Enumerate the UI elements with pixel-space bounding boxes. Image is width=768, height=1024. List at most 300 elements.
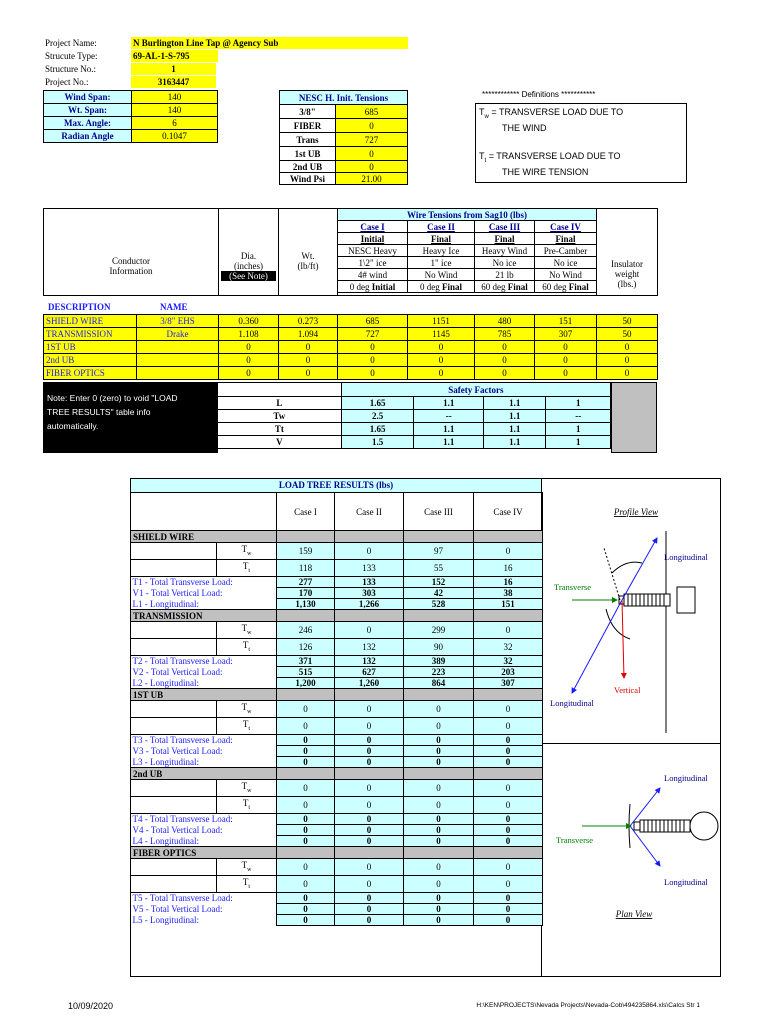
section-name: FIBER OPTICS <box>131 847 277 859</box>
total-value: 0 <box>277 836 335 847</box>
section-header-cell <box>277 847 335 859</box>
safety-value: 1.1 <box>414 397 484 410</box>
load-tree-blank <box>131 493 277 531</box>
vertical-arrow <box>622 600 624 678</box>
section-header-cell <box>474 689 543 701</box>
case-condition: 1\2" ice <box>338 257 408 269</box>
total-value: 0 <box>335 814 404 825</box>
tt-row <box>131 797 543 814</box>
total-value: 223 <box>404 667 474 678</box>
tension-case-4: 151 <box>535 315 597 328</box>
tt-row-label: $T_t$ <box>217 876 277 893</box>
nesc-row-label: 1st UB <box>280 147 336 161</box>
conductor-info-header: Conductor Information <box>44 209 219 296</box>
safety-value: 1.1 <box>414 423 484 436</box>
conductor-diameter: 0.360 <box>219 315 279 328</box>
tw-row-value: 0 <box>277 780 335 797</box>
total-value: 0 <box>474 825 543 836</box>
total-value: 0 <box>404 836 474 847</box>
tw-row <box>131 701 543 718</box>
tt-row <box>131 560 543 577</box>
tt-row-value: 132 <box>335 639 404 656</box>
total-label: V4 - Total Vertical Load: <box>132 825 223 835</box>
conductor-weight: 0 <box>279 367 338 380</box>
tw-row-value: 0 <box>335 543 404 560</box>
profile-view-title: Profile View <box>613 507 659 517</box>
total-value: 627 <box>335 667 404 678</box>
section-header-cell <box>335 689 404 701</box>
conductor-name <box>137 341 219 354</box>
conductor-description: 2nd UB <box>44 354 137 367</box>
total-value: 16 <box>474 577 543 588</box>
tension-case-3: 0 <box>475 367 535 380</box>
total-value: 0 <box>335 746 404 757</box>
total-value: 0 <box>277 825 335 836</box>
conductor-row <box>44 367 658 380</box>
tension-case-1: 727 <box>338 328 408 341</box>
total-value: 1,130 <box>277 599 335 610</box>
total-label: L2 - Longitudinal: <box>132 677 199 688</box>
tension-case-4: 0 <box>535 341 597 354</box>
profile-view-diagram <box>542 493 720 743</box>
total-row <box>131 667 543 678</box>
project-name-label: Project Name: <box>45 38 97 48</box>
conductor-description: FIBER OPTICS <box>44 367 137 380</box>
total-value: 0 <box>277 735 335 746</box>
case-condition: No Wind <box>408 269 475 281</box>
section-header-row <box>131 768 543 780</box>
nesc-row-value: 685 <box>336 105 408 119</box>
section-header-cell <box>474 768 543 780</box>
conductor-name <box>137 367 219 380</box>
conductor-diameter: 0 <box>219 367 279 380</box>
tt-row-value: 0 <box>404 876 474 893</box>
total-label: T5 - Total Transverse Load: <box>132 893 233 904</box>
total-value: 0 <box>277 915 335 926</box>
tw-row-value: 0 <box>474 622 543 639</box>
total-value: 152 <box>404 577 474 588</box>
section-header-cell <box>277 689 335 701</box>
project-name-value: N Burlington Line Tap @ Agency Sub <box>131 37 408 49</box>
nesc-row-label: 3/8" <box>280 105 336 119</box>
case-condition: Heavy Ice <box>408 245 475 257</box>
longitudinal-label: Longitudinal <box>664 552 708 562</box>
total-label: L4 - Longitudinal: <box>132 835 199 846</box>
case-type: Final <box>475 233 535 245</box>
span-table <box>43 90 218 143</box>
safety-value: 1.65 <box>341 397 414 410</box>
tt-row-value: 0 <box>335 876 404 893</box>
pole-circle <box>690 812 718 840</box>
section-header-cell <box>404 689 474 701</box>
section-header-cell <box>335 847 404 859</box>
total-value: 170 <box>277 588 335 599</box>
tt-row-label: $T_t$ <box>217 639 277 656</box>
total-value: 0 <box>335 893 404 904</box>
safety-label: V <box>218 436 342 449</box>
section-name: SHIELD WIRE <box>131 531 277 543</box>
safety-value: 1.1 <box>484 410 546 423</box>
safety-value: 1.1 <box>484 436 546 449</box>
total-value: 0 <box>404 746 474 757</box>
safety-value: 1.5 <box>341 436 414 449</box>
tw-row-value: 97 <box>404 543 474 560</box>
total-value: 32 <box>474 656 543 667</box>
tension-case-3: 785 <box>475 328 535 341</box>
tw-row-value: 0 <box>335 701 404 718</box>
total-value: 133 <box>335 577 404 588</box>
section-header-cell <box>404 768 474 780</box>
max-angle-label: Max. Angle: <box>44 117 132 130</box>
safety-label: Tt <box>218 423 342 436</box>
blank-cell <box>131 543 217 560</box>
tt-row-value: 0 <box>335 797 404 814</box>
safety-row <box>218 423 611 436</box>
tw-row-value: 0 <box>474 780 543 797</box>
conductor-diameter: 1.108 <box>219 328 279 341</box>
total-value: 0 <box>335 915 404 926</box>
total-value: 0 <box>404 915 474 926</box>
tw-row-value: 0 <box>474 859 543 876</box>
safety-value: 1 <box>546 423 611 436</box>
tension-case-4: 307 <box>535 328 597 341</box>
total-value: 38 <box>474 588 543 599</box>
case-type: Final <box>535 233 597 245</box>
total-label: V5 - Total Vertical Load: <box>132 904 223 914</box>
tt-row <box>131 876 543 893</box>
total-label: T3 - Total Transverse Load: <box>132 735 233 746</box>
tt-row-value: 32 <box>474 639 543 656</box>
total-row <box>131 814 543 825</box>
conductor-weight: 0.273 <box>279 315 338 328</box>
nesc-row-label: 2nd UB <box>280 161 336 173</box>
name-header: NAME <box>160 302 188 312</box>
total-label: T1 - Total Transverse Load: <box>132 577 233 588</box>
total-value: 389 <box>404 656 474 667</box>
tension-case-2: 0 <box>408 341 475 354</box>
safety-value: 1.1 <box>414 436 484 449</box>
conductor-description: SHIELD WIRE <box>44 315 137 328</box>
conductor-name: Drake <box>137 328 219 341</box>
section-header-cell <box>277 768 335 780</box>
tt-row <box>131 718 543 735</box>
tw-row-value: 299 <box>404 622 474 639</box>
tt-row-label: $T_t$ <box>217 797 277 814</box>
wt-header: Wt. (lb/ft) <box>279 209 338 296</box>
total-value: 0 <box>474 904 543 915</box>
structure-no-label: Structure No.: <box>45 64 96 74</box>
conductor-name: 3/8" EHS <box>137 315 219 328</box>
section-header-cell <box>277 531 335 543</box>
safety-value: 1 <box>546 397 611 410</box>
dia-header: Dia. (inches) (See Note) <box>219 209 279 296</box>
section-header-row <box>131 689 543 701</box>
case-condition: No ice <box>475 257 535 269</box>
tw-row <box>131 543 543 560</box>
case-condition: Pre-Camber <box>535 245 597 257</box>
tt-definition-line2: THE WIRE TENSION <box>502 167 589 177</box>
section-header-cell <box>474 847 543 859</box>
total-label: L5 - Longitudinal: <box>132 915 199 925</box>
conductor-row <box>44 328 658 341</box>
total-value: 42 <box>404 588 474 599</box>
total-row <box>131 577 543 588</box>
safety-label: Tw <box>218 410 342 423</box>
section-header-row <box>131 610 543 622</box>
lt-case-header: Case II <box>335 493 404 531</box>
case-name: Case III <box>475 221 535 233</box>
conductor-description: TRANSMISSION <box>44 328 137 341</box>
blank-cell <box>131 859 217 876</box>
total-value: 0 <box>474 893 543 904</box>
total-value: 132 <box>335 656 404 667</box>
case-name: Case I <box>338 221 408 233</box>
tw-row <box>131 780 543 797</box>
total-value: 0 <box>277 814 335 825</box>
total-row <box>131 588 543 599</box>
section-name: TRANSMISSION <box>131 610 277 622</box>
total-row <box>131 893 543 904</box>
project-no-value: 3163447 <box>131 76 216 88</box>
tt-row-value: 133 <box>335 560 404 577</box>
total-value: 151 <box>474 599 543 610</box>
section-header-cell <box>404 847 474 859</box>
tw-row-value: 0 <box>277 859 335 876</box>
footer-date: 10/09/2020 <box>68 1001 114 1011</box>
total-row <box>131 757 543 768</box>
safety-value: 1.1 <box>484 397 546 410</box>
tw-row-label: $T_w$ <box>217 543 277 560</box>
total-row <box>131 599 543 610</box>
nesc-row-label: Wind Psi <box>280 173 336 185</box>
tw-row-value: 0 <box>335 622 404 639</box>
safety-value: -- <box>546 410 611 423</box>
conductor-weight: 0 <box>279 354 338 367</box>
wt-span-value: 140 <box>132 104 218 117</box>
longitudinal-arrow-down <box>572 600 622 693</box>
tt-row-value: 0 <box>335 718 404 735</box>
tw-row-value: 246 <box>277 622 335 639</box>
tension-case-3: 0 <box>475 354 535 367</box>
total-row <box>131 656 543 667</box>
tw-row-value: 0 <box>404 859 474 876</box>
tw-row-value: 0 <box>404 701 474 718</box>
wire-data-table <box>43 314 658 380</box>
radian-angle-value: 0.1047 <box>132 130 218 143</box>
conductor-weight: 0 <box>279 341 338 354</box>
insulator-plan <box>634 820 690 832</box>
tt-row-value: 55 <box>404 560 474 577</box>
tw-row-value: 0 <box>277 701 335 718</box>
blank-cell <box>131 780 217 797</box>
tw-row-label: $T_w$ <box>217 701 277 718</box>
project-no-label: Project No.: <box>45 77 89 87</box>
tt-row-value: 0 <box>404 797 474 814</box>
case-degree: 60 deg Final <box>535 281 597 293</box>
total-value: 0 <box>404 757 474 768</box>
case-condition: No Wind <box>535 269 597 281</box>
total-row <box>131 735 543 746</box>
case-condition: NESC Heavy <box>338 245 408 257</box>
blank-cell <box>131 560 217 577</box>
blank-cell <box>131 701 217 718</box>
total-value: 864 <box>404 678 474 689</box>
total-value: 0 <box>404 814 474 825</box>
wire-tensions-table <box>43 208 658 296</box>
case-type: Initial <box>338 233 408 245</box>
safety-factors-table <box>217 382 611 449</box>
tension-case-1: 685 <box>338 315 408 328</box>
insulator-profile <box>619 594 670 606</box>
tension-case-4: 0 <box>535 367 597 380</box>
tt-row-value: 90 <box>404 639 474 656</box>
blank-cell <box>131 622 217 639</box>
tension-case-1: 0 <box>338 354 408 367</box>
section-name: 1ST UB <box>131 689 277 701</box>
case-condition: 4# wind <box>338 269 408 281</box>
tw-row <box>131 859 543 876</box>
definitions-box <box>475 103 687 183</box>
max-angle-value: 6 <box>132 117 218 130</box>
insulator-weight: 0 <box>597 367 658 380</box>
tension-case-3: 0 <box>475 341 535 354</box>
total-value: 0 <box>404 893 474 904</box>
tw-row-label: $T_w$ <box>217 780 277 797</box>
total-value: 515 <box>277 667 335 678</box>
total-value: 0 <box>474 814 543 825</box>
total-value: 277 <box>277 577 335 588</box>
tw-row <box>131 622 543 639</box>
tt-row-value: 0 <box>474 718 543 735</box>
insulator-weight: 0 <box>597 341 658 354</box>
insulator-weight: 0 <box>597 354 658 367</box>
section-header-cell <box>474 610 543 622</box>
definitions-title: ************ Definitions *********** <box>482 90 596 99</box>
plan-longitudinal-label: Longitudinal <box>664 773 708 783</box>
tw-row-value: 0 <box>335 859 404 876</box>
total-label: T4 - Total Transverse Load: <box>132 814 233 825</box>
safety-value: 1.65 <box>341 423 414 436</box>
wind-span-label: Wind Span: <box>44 91 132 104</box>
total-row <box>131 836 543 847</box>
total-value: 0 <box>474 746 543 757</box>
total-value: 0 <box>404 735 474 746</box>
total-value: 303 <box>335 588 404 599</box>
case-name: Case II <box>408 221 475 233</box>
nesc-row-value: 0 <box>336 161 408 173</box>
safety-value: 2.5 <box>341 410 414 423</box>
conductor-row <box>44 315 658 328</box>
tension-case-4: 0 <box>535 354 597 367</box>
tt-row-label: $T_t$ <box>217 560 277 577</box>
safety-value: 1.1 <box>484 423 546 436</box>
nesc-row-value: 0 <box>336 119 408 133</box>
total-value: 0 <box>474 836 543 847</box>
case-name: Case IV <box>535 221 597 233</box>
nesc-title: NESC H. Init. Tensions <box>280 91 408 105</box>
wind-span-value: 140 <box>132 91 218 104</box>
total-value: 528 <box>404 599 474 610</box>
total-row <box>131 904 543 915</box>
nesc-row-label: FIBER <box>280 119 336 133</box>
case-condition: No ice <box>535 257 597 269</box>
tt-row <box>131 639 543 656</box>
wt-span-label: Wt. Span: <box>44 104 132 117</box>
safety-row <box>218 436 611 449</box>
case-condition: Heavy Wind <box>475 245 535 257</box>
section-header-cell <box>335 610 404 622</box>
total-row <box>131 825 543 836</box>
tt-row-value: 0 <box>474 797 543 814</box>
total-value: 307 <box>474 678 543 689</box>
lt-case-header: Case III <box>404 493 474 531</box>
conductor-diameter: 0 <box>219 354 279 367</box>
tt-row-value: 126 <box>277 639 335 656</box>
blank-cell <box>131 718 217 735</box>
total-label: V1 - Total Vertical Load: <box>132 588 223 598</box>
structure-type-value: 69-AL-1-S-795 <box>131 50 218 62</box>
safety-value: 1 <box>546 436 611 449</box>
total-value: 0 <box>335 735 404 746</box>
nesc-row-label: Trans <box>280 133 336 147</box>
tension-case-2: 0 <box>408 367 475 380</box>
tension-case-1: 0 <box>338 367 408 380</box>
conductor-diameter: 0 <box>219 341 279 354</box>
total-label: L1 - Longitudinal: <box>132 598 199 609</box>
total-value: 0 <box>277 746 335 757</box>
total-value: 1,260 <box>335 678 404 689</box>
tt-row-value: 16 <box>474 560 543 577</box>
wire-tensions-title: Wire Tensions from Sag10 (lbs) <box>338 209 597 221</box>
total-value: 0 <box>474 735 543 746</box>
tt-row-value: 0 <box>277 718 335 735</box>
load-tree-table <box>130 492 543 926</box>
tw-row-value: 0 <box>474 701 543 718</box>
total-value: 0 <box>474 757 543 768</box>
section-name: 2nd UB <box>131 768 277 780</box>
tw-definition: $T_w$ = TRANSVERSE LOAD DUE TO <box>479 107 624 120</box>
section-header-cell <box>404 531 474 543</box>
total-label: L3 - Longitudinal: <box>132 756 199 767</box>
total-value: 0 <box>277 904 335 915</box>
total-label: T2 - Total Transverse Load: <box>132 656 233 667</box>
safety-label: L <box>218 397 342 410</box>
section-header-cell <box>335 531 404 543</box>
total-value: 1,200 <box>277 678 335 689</box>
conductor-name <box>137 354 219 367</box>
total-row <box>131 746 543 757</box>
nesc-row-value: 727 <box>336 133 408 147</box>
transverse-label: Transverse <box>554 582 591 592</box>
tension-case-2: 1151 <box>408 315 475 328</box>
tw-row-value: 0 <box>404 780 474 797</box>
tension-case-3: 480 <box>475 315 535 328</box>
structure-type-label: Strucute Type: <box>45 51 98 61</box>
nesc-row-value: 21.00 <box>336 173 408 185</box>
total-label: V2 - Total Vertical Load: <box>132 667 223 677</box>
longitudinal-label: Longitudinal <box>550 698 594 708</box>
conductor-row <box>44 354 658 367</box>
footer-path: H:\KEN\PROJECTS\Nevada Projects\Nevada-Cob\494235864.xls\Calcs Str 1 <box>476 1002 700 1009</box>
description-header: DESCRIPTION <box>48 302 111 312</box>
tension-case-2: 0 <box>408 354 475 367</box>
insulator-weight: 50 <box>597 315 658 328</box>
total-value: 0 <box>335 825 404 836</box>
plan-transverse-label: Transverse <box>556 835 593 845</box>
section-header-cell <box>404 610 474 622</box>
section-header-row <box>131 531 543 543</box>
tw-row-value: 0 <box>335 780 404 797</box>
